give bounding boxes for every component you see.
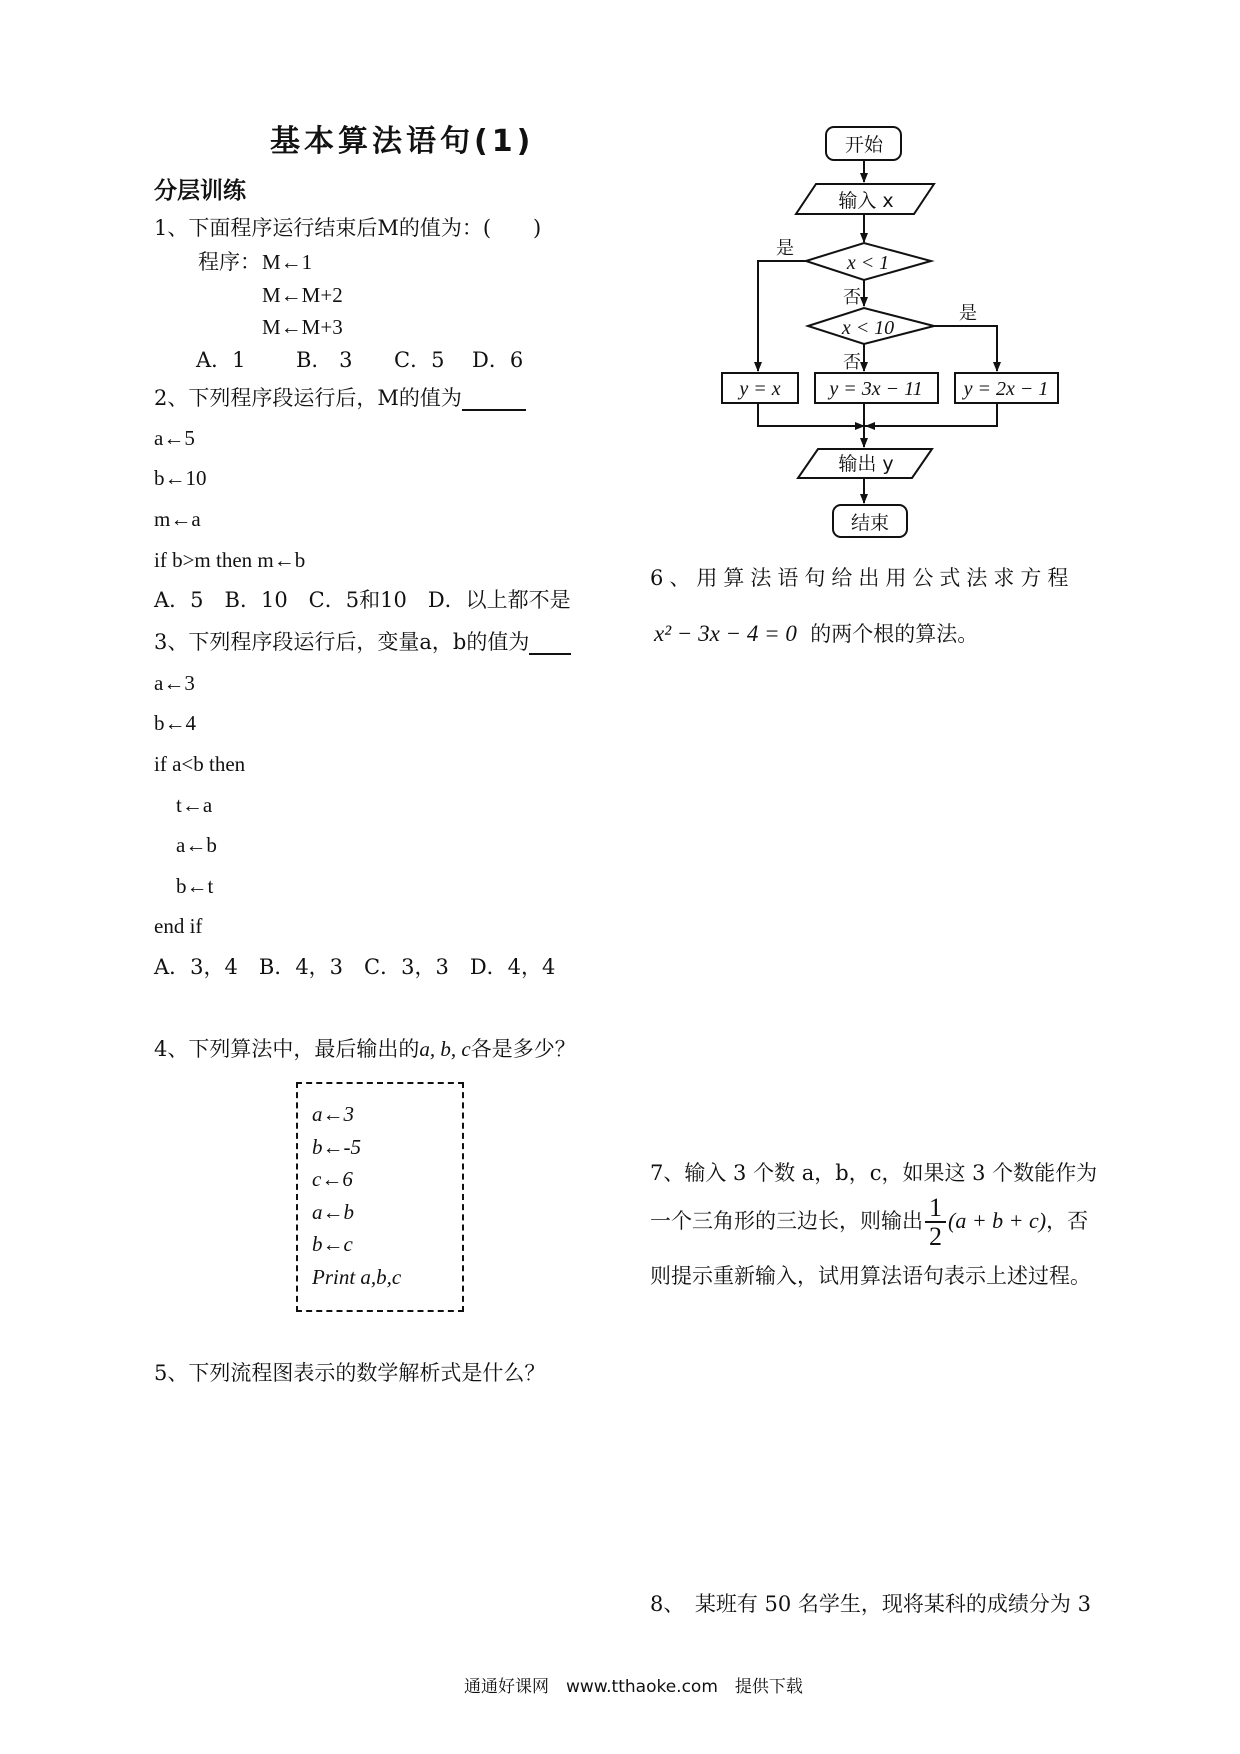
- q3-code-line: b←4: [154, 711, 196, 735]
- flow-process-a-label: y = x: [739, 378, 781, 400]
- q5-stem: 5、下列流程图表示的数学解析式是什么？: [154, 1361, 546, 1385]
- flow-yes-label: 是: [776, 238, 794, 259]
- q6-line2: 的两个根的算法。: [810, 622, 979, 646]
- q7-expression: (a + b + c): [948, 1207, 1047, 1233]
- q2-stem: 2、下列程序段运行后，M的值为: [154, 386, 462, 410]
- flow-output-label: 输出 y: [838, 453, 894, 475]
- q7-line1: 7、输入 3 个数 a，b，c，如果这 3 个数能作为: [650, 1161, 1098, 1185]
- q4-stem-pre: 4、下列算法中，最后输出的: [154, 1037, 420, 1061]
- flow-cond2-label: x < 10: [841, 317, 895, 339]
- q7-line2-row: [650, 1194, 1088, 1251]
- q1-option-d: D．6: [472, 348, 524, 372]
- q4-code-line: a←b: [312, 1200, 354, 1224]
- q1-option-a: A．1: [196, 348, 246, 372]
- q2-code-line: if b>m then m←b: [154, 548, 306, 572]
- q7-frac-den: 2: [929, 1222, 942, 1252]
- q3-stem: 3、下列程序段运行后，变量a，b的值为: [154, 630, 530, 654]
- q4-code-line: Print a,b,c: [312, 1265, 402, 1289]
- flow-process-b-label: y = 3x − 11: [829, 378, 923, 400]
- q1-code-line: M←1: [262, 250, 313, 274]
- q3-code-line: if a<b then: [154, 752, 246, 776]
- section-heading: 分层训练: [154, 178, 246, 204]
- q2-code-line: a←5: [154, 426, 195, 450]
- flow-input-label: 输入 x: [838, 190, 894, 212]
- q7-line2-pre: 一个三角形的三边长，则输出: [650, 1208, 923, 1233]
- flow-process-c-label: y = 2x − 1: [963, 378, 1049, 400]
- q4-stem-vars: a, b, c: [419, 1037, 471, 1061]
- q7-line3: 则提示重新输入，试用算法语句表示上述过程。: [650, 1264, 1091, 1288]
- q8-stem: 8、 某班有 50 名学生，现将某科的成绩分为 3: [650, 1592, 1091, 1616]
- q6-line2-row: [654, 622, 978, 645]
- q2-code-line: b←10: [154, 466, 207, 490]
- q4-code-line: a←3: [312, 1102, 354, 1126]
- q4-code-line: b←c: [312, 1232, 353, 1256]
- q4-code-box: [296, 1082, 464, 1312]
- flow-yes-label: 是: [959, 303, 977, 324]
- q3-code-line: b←t: [176, 874, 214, 898]
- q3-code-line: a←3: [154, 671, 195, 695]
- q1-program-label: 程序：: [198, 250, 261, 274]
- q1-code-line: M←M+3: [262, 315, 343, 339]
- page-footer: 通通好课网 www.tthaoke.com 提供下载: [464, 1677, 803, 1697]
- flow-cond1-label: x < 1: [846, 252, 890, 274]
- flow-start-label: 开始: [844, 134, 884, 156]
- q6-equation: x² − 3x − 4 = 0: [654, 621, 797, 646]
- q1-stem: 1、下面程序运行结束后M的值为：( ): [154, 216, 542, 240]
- q4-stem-row: [154, 1039, 576, 1060]
- q6-line1: 6、用算法语句给出用公式法求方程: [650, 566, 1075, 590]
- q3-options: A．3，4 B．4，3 C．3，3 D．4，4: [154, 955, 556, 979]
- q4-stem-post: 各是多少？: [470, 1037, 576, 1061]
- flow-no-label: 否: [843, 287, 861, 308]
- q2-options: A．5 B．10 C．5和10 D．以上都不是: [154, 588, 571, 612]
- q4-code-line: c←6: [312, 1167, 353, 1191]
- q7-line2-post: ，否: [1046, 1208, 1089, 1233]
- q3-code-line: t←a: [176, 793, 213, 817]
- page-title: 基本算法语句(1): [270, 124, 535, 159]
- q7-frac-num: 1: [925, 1194, 946, 1223]
- q3-code-line: a←b: [176, 833, 217, 857]
- q1-code-line: M←M+2: [262, 283, 343, 307]
- q7-fraction: [925, 1194, 946, 1251]
- q3-code-line: end if: [154, 914, 203, 938]
- q1-option-c: C．5: [394, 348, 445, 372]
- q2-code-line: m←a: [154, 507, 201, 531]
- q1-option-b: B. 3: [296, 348, 353, 372]
- flow-no-label: 否: [843, 352, 861, 373]
- q4-code-line: b←-5: [312, 1135, 361, 1159]
- flow-end-label: 结束: [850, 512, 890, 534]
